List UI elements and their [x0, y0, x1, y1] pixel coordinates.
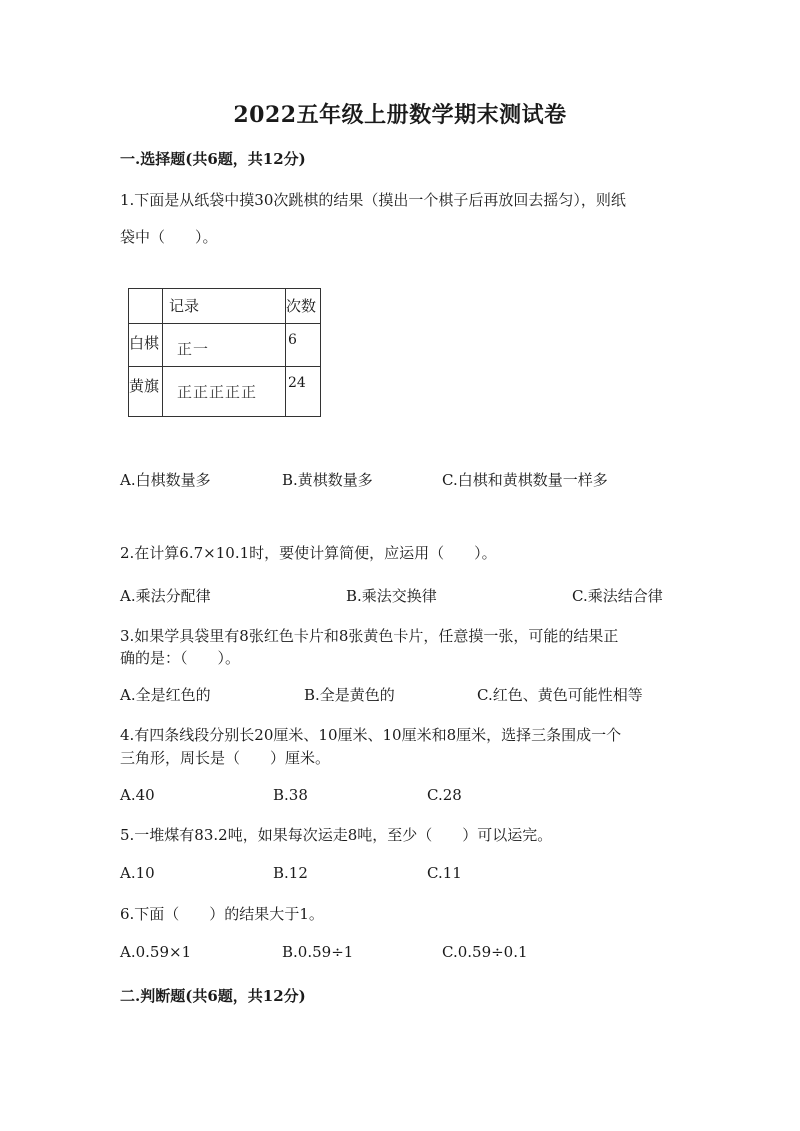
question-3-text-cont: 确的是：（ ）。	[120, 649, 241, 667]
q6-option-a[interactable]: A.0.59×1	[120, 943, 192, 961]
table-row-count: 6	[286, 324, 321, 367]
q5-option-a[interactable]: A.10	[120, 864, 155, 882]
table-row-label: 黄旗	[129, 367, 163, 417]
table-row-label: 白棋	[129, 324, 163, 367]
question-4-text-cont: 三角形，周长是（ ）厘米。	[120, 749, 331, 767]
q1-option-a[interactable]: A.白棋数量多	[120, 471, 211, 489]
question-5-text: 5.一堆煤有83.2吨，如果每次运走8吨，至少（ ）可以运完。	[120, 826, 553, 844]
q2-option-c[interactable]: C.乘法结合律	[572, 587, 663, 605]
section-heading-judgment: 二.判断题(共6题，共12分)	[120, 987, 306, 1005]
table-row-count: 24	[286, 367, 321, 417]
table-row-tally: 正一	[163, 324, 286, 367]
q5-option-b[interactable]: B.12	[273, 864, 308, 882]
tally-table	[128, 288, 321, 417]
question-2-text: 2.在计算6.7×10.1时，要使计算简便，应运用（ ）。	[120, 544, 497, 562]
q3-option-c[interactable]: C.红色、黄色可能性相等	[477, 686, 643, 704]
question-6-text: 6.下面（ ）的结果大于1。	[120, 905, 324, 923]
q1-option-b[interactable]: B.黄棋数量多	[282, 471, 373, 489]
table-row-tally: 正正正正正	[163, 367, 286, 417]
question-3-text: 3.如果学具袋里有8张红色卡片和8张黄色卡片，任意摸一张，可能的结果正	[120, 627, 619, 645]
table-header-count: 次数	[286, 289, 321, 324]
q1-option-c[interactable]: C.白棋和黄棋数量一样多	[442, 471, 608, 489]
q4-option-a[interactable]: A.40	[120, 786, 155, 804]
page-title: 2022五年级上册数学期末测试卷	[233, 102, 567, 128]
question-4-text: 4.有四条线段分别长20厘米、10厘米、10厘米和8厘米，选择三条围成一个	[120, 726, 622, 744]
q2-option-a[interactable]: A.乘法分配律	[120, 587, 211, 605]
section-heading-choice: 一.选择题(共6题，共12分)	[120, 150, 306, 168]
question-1-text-cont: 袋中（ ）。	[120, 228, 218, 246]
q4-option-c[interactable]: C.28	[427, 786, 462, 804]
table-header-empty	[129, 289, 163, 324]
q4-option-b[interactable]: B.38	[273, 786, 308, 804]
q2-option-b[interactable]: B.乘法交换律	[346, 587, 437, 605]
q6-option-c[interactable]: C.0.59÷0.1	[442, 943, 528, 961]
q3-option-a[interactable]: A.全是红色的	[120, 686, 211, 704]
q6-option-b[interactable]: B.0.59÷1	[282, 943, 354, 961]
q3-option-b[interactable]: B.全是黄色的	[304, 686, 395, 704]
table-header-record: 记录	[163, 289, 286, 324]
q5-option-c[interactable]: C.11	[427, 864, 462, 882]
question-1-text: 1.下面是从纸袋中摸30次跳棋的结果（摸出一个棋子后再放回去摇匀），则纸	[120, 191, 626, 209]
